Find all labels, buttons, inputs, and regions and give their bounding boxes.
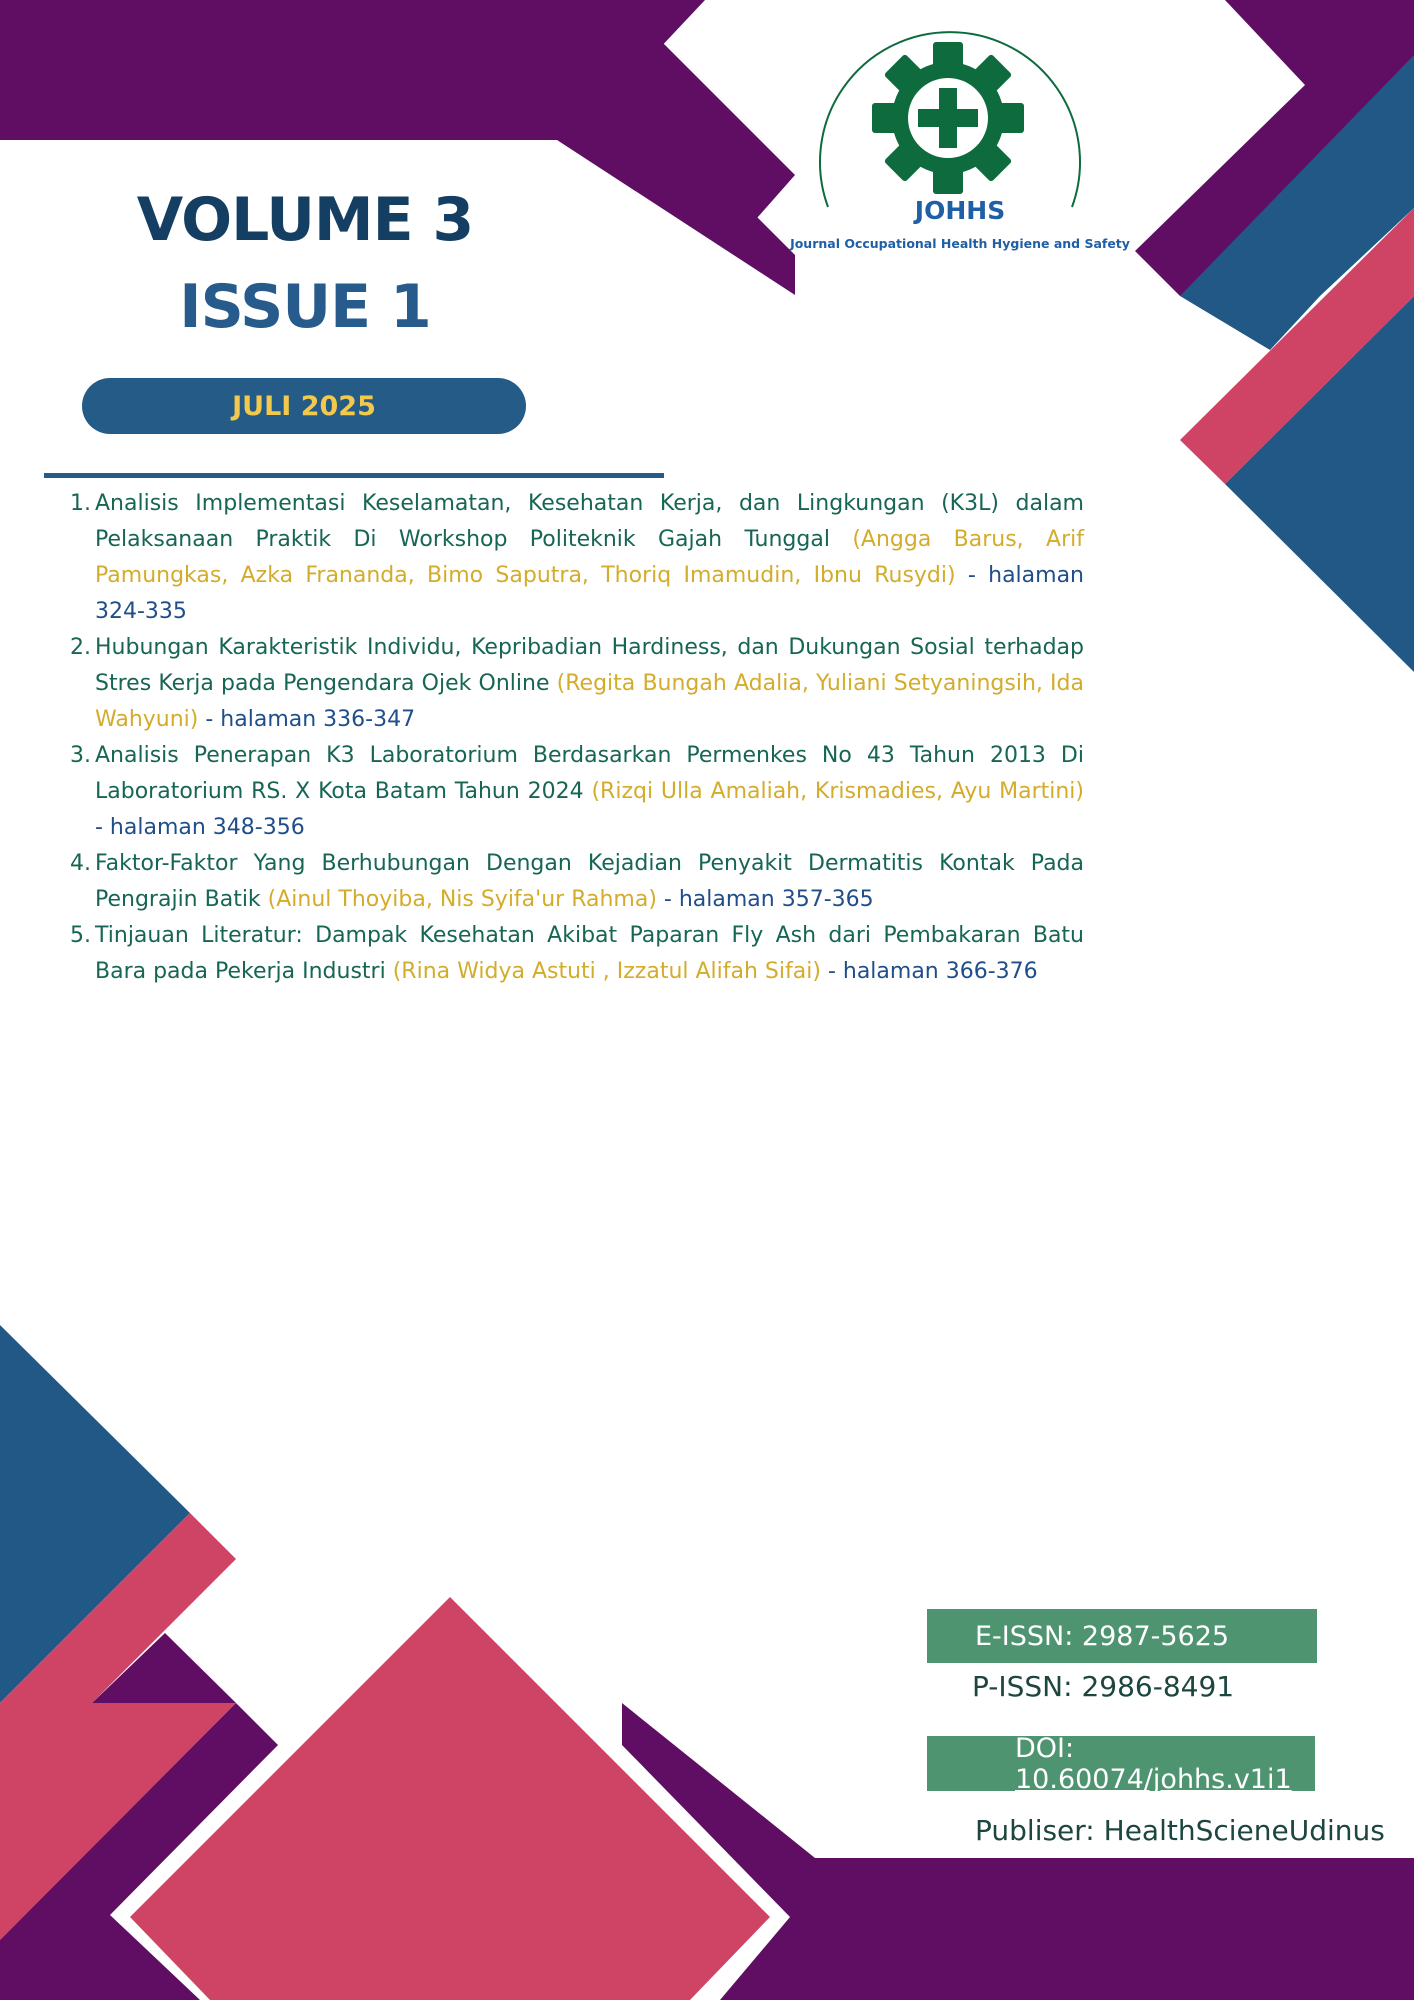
article-title: Analisis Implementasi Keselamatan, Kesehatan Kerja, dan Lingkungan (K3L) dalam Pelaksanaan Praktik Di Workshop Politeknik Gajah Tunggal [95,491,1084,552]
doi-link[interactable]: 10.60074/johhs.v1i1 [1015,1763,1292,1795]
article-item [70,918,1084,990]
gear-cross-icon [841,11,1056,226]
article-number: 4. [70,851,91,876]
article-pages: - halaman 348-356 [95,815,305,840]
article-authors: (Regita Bungah Adalia, Yuliani Setyaningsih, Ida Wahyuni) [95,671,1084,732]
article-number: 2. [70,635,91,660]
article-item [70,630,1084,738]
journal-acronym: JOHHS [914,196,1006,225]
journal-full-name: Journal Occupational Health Hygiene and Safety [790,236,1130,251]
article-title: Tinjauan Literatur: Dampak Kesehatan Akibat Paparan Fly Ash dari Pembakaran Batu Bara pada Pekerja Industri [95,923,1084,984]
volume-title: VOLUME 3 [136,185,474,255]
article-pages: - halaman 324-335 [95,563,1084,624]
article-number: 5. [70,923,91,948]
date-label: JULI 2025 [232,390,376,422]
article-number: 3. [70,743,91,768]
article-item [70,846,1084,918]
article-title: Hubungan Karakteristik Individu, Kepribadian Hardiness, dan Dukungan Sosial terhadap Stres Kerja pada Pengendara Ojek Online [95,635,1084,696]
article-list [70,486,1084,990]
issue-title: ISSUE 1 [179,272,431,342]
article-authors: (Ainul Thoyiba, Nis Syifa'ur Rahma) [267,887,657,912]
article-item [70,486,1084,630]
article-pages: - halaman 366-376 [827,959,1038,984]
publisher-label: Publiser: HealthScieneUdinus [975,1814,1385,1847]
pissn-label: P-ISSN: 2986-8491 [972,1670,1235,1703]
article-title: Faktor-Faktor Yang Berhubungan Dengan Kejadian Penyakit Dermatitis Kontak Pada Pengrajin Batik [95,851,1084,912]
article-title: Analisis Penerapan K3 Laboratorium Berdasarkan Permenkes No 43 Tahun 2013 Di Laboratorium RS. X Kota Batam Tahun 2024 [95,743,1084,804]
article-authors: (Rina Widya Astuti , Izzatul Alifah Sifai) [392,959,821,984]
article-number: 1. [70,491,91,516]
article-pages: - halaman 357-365 [663,887,874,912]
article-authors: (Angga Barus, Arif Pamungkas, Azka Frananda, Bimo Saputra, Thoriq Imamudin, Ibnu Rusydi) [95,527,1084,588]
article-authors: (Rizqi Ulla Amaliah, Krismadies, Ayu Martini) [591,779,1084,804]
eissn-box [927,1609,1317,1663]
date-badge [82,378,526,434]
eissn-label: E-ISSN: 2987-5625 [975,1620,1230,1652]
article-pages: - halaman 336-347 [205,707,416,732]
divider [44,473,664,478]
doi-box [927,1732,1315,1795]
doi-prefix: DOI: [1015,1732,1075,1764]
article-item [70,738,1084,846]
